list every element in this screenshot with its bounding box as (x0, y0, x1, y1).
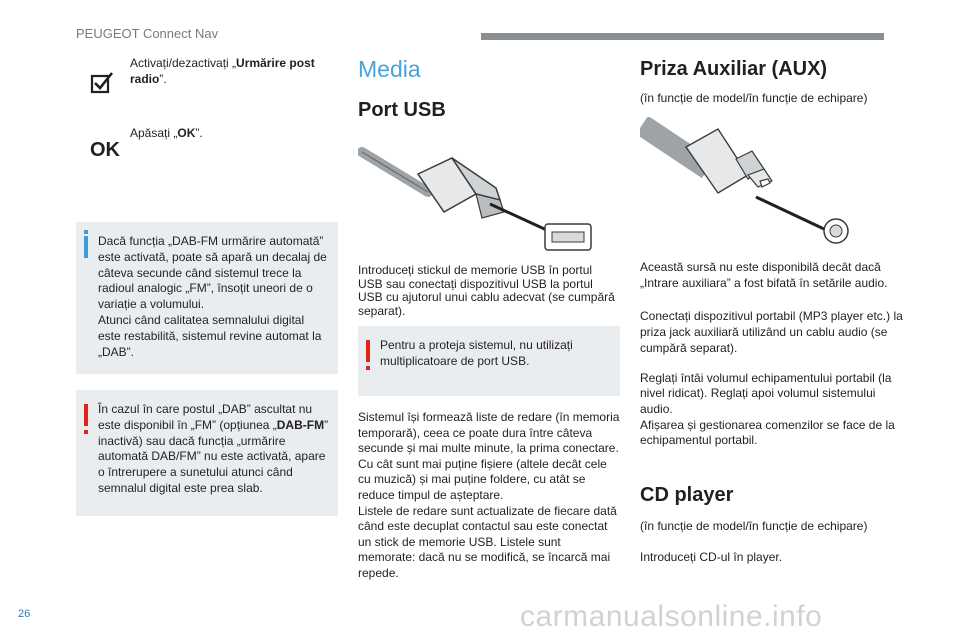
aux-para-1: Această sursă nu este disponibilă decât dacă „Intrare auxiliara” a fost bifată în setările audio. (640, 259, 888, 291)
usb-para-4: Listele de redare sunt actualizate de fiecare dată când este decuplat contactul sau este conectat un stick de memorie USB. Listele sunt memorate: dacă nu se modifică, se încarcă mai repede. (358, 503, 617, 580)
title-cd-player: CD player (640, 483, 734, 506)
usb-para-2: Sistemul își formează liste de redare (în memoria temporară), ceea ce poate dura între câteva secunde și mai multe minute, la prima conectare. (358, 410, 620, 456)
subtitle-usb: Port USB (358, 99, 446, 121)
warning-note-text: În cazul în care postul „DAB” ascultat nu este disponibil în „FM” (opțiunea „DAB-FM” inactivă) sau dacă funcția „urmărire automată DAB/FM” nu este activată, apare o întrerupere a sunetului atunci când semnalul digital este prea slab. (98, 402, 329, 495)
ok-icon: OK (90, 139, 120, 161)
warning-icon (84, 404, 88, 426)
column-2 (358, 56, 620, 582)
running-header: PEUGEOT Connect Nav (76, 26, 219, 41)
section-title-media: Media (358, 56, 421, 82)
step-ok-text: Apăsați „OK”. (130, 126, 203, 140)
aux-jack-illustration (640, 117, 904, 253)
watermark: carmanualsonline.info (520, 600, 823, 633)
checkbox-check-icon (90, 70, 114, 94)
step-ok (76, 126, 338, 222)
aux-para-3: Reglați întâi volumul echipamentului portabil (la nivel ridicat). Reglați apoi volumul sistemului audio. (640, 370, 892, 416)
usb-para-1: Introduceți stickul de memorie USB în portul USB sau conectați dispozitivul USB la portul USB cu ajutorul unui cablu adecvat (se cumpără separat). (358, 263, 615, 318)
aux-subtitle: (în funcție de model/în funcție de echipare) (640, 91, 868, 105)
usb-para-3: Cu cât sunt mai puține fișiere (altele decât cele cu muzică) și mai puține foldere, cu atât se reduce timpul de așteptare. (358, 456, 607, 502)
title-aux: Priza Auxiliar (AUX) (640, 58, 828, 80)
warning-note-usb-text: Pentru a proteja sistemul, nu utilizați multiplicatoare de port USB. (380, 338, 573, 368)
warning-icon (366, 340, 370, 362)
info-note-text-1: Dacă funcția „DAB-FM urmărire automată” este activată, poate să apară un decalaj de câteva secunde când sistemul trece la radioul analogic „FM”, însoțit uneori de o variație a volumului. (98, 234, 327, 312)
cd-subtitle: (în funcție de model/în funcție de echipare) (640, 518, 868, 533)
page-number: 26 (18, 608, 31, 620)
warning-note-usb (358, 326, 620, 396)
cd-para-1: Introduceți CD-ul în player. (640, 549, 783, 564)
warning-note-dab (76, 390, 338, 516)
header-bar (481, 33, 884, 40)
aux-para-4: Afișarea și gestionarea comenzilor se face de la echipamentul portabil. (640, 417, 895, 448)
column-3 (640, 56, 904, 565)
column-1 (76, 56, 338, 516)
step-tracking-text: Activați/dezactivați „Urmărire post radio”. (130, 56, 315, 86)
usb-plug-illustration (358, 126, 620, 256)
info-note-dab-fm (76, 222, 338, 374)
info-note-text-2: Atunci când calitatea semnalului digital este restabilită, sistemul revine automat la „DAB”. (98, 312, 322, 359)
info-icon (84, 236, 88, 258)
step-tracking (76, 56, 338, 118)
aux-para-2: Conectați dispozitivul portabil (MP3 player etc.) la priza jack auxiliară utilizând un cablu audio (se cumpără separat). (640, 308, 903, 355)
